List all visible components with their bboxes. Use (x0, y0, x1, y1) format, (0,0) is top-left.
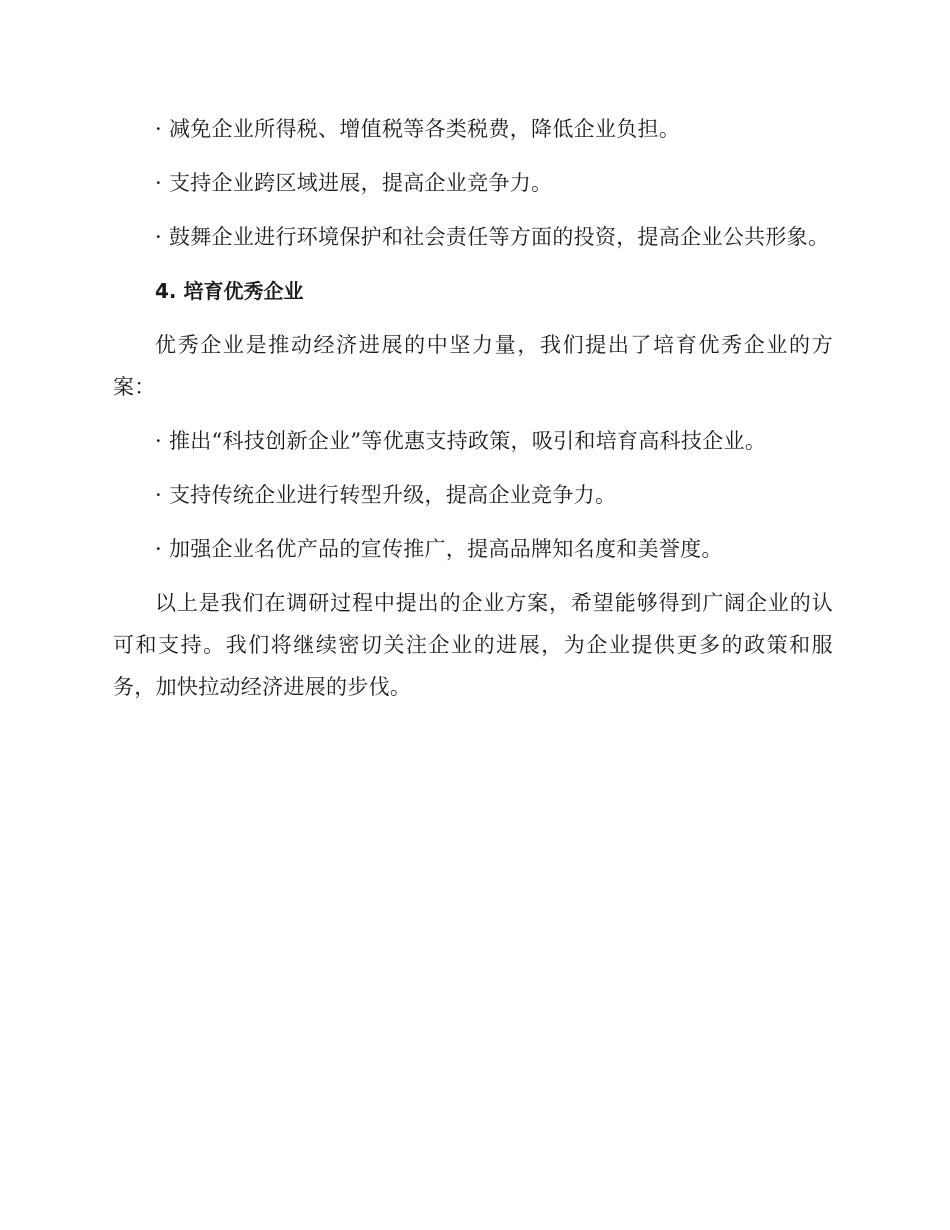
section-heading: 4. 培育优秀企业 (155, 279, 304, 303)
bullet-tax-reduction: · 减免企业所得税、增值税等各类税费，降低企业负担。 (155, 117, 681, 141)
document-page (113, 108, 833, 720)
section-intro: 优秀企业是推动经济进展的中坚力量，我们提出了培育优秀企业的方案： (113, 333, 833, 399)
bullet-brand-promotion: · 加强企业名优产品的宣传推广，提高品牌知名度和美誉度。 (155, 537, 723, 561)
conclusion-paragraph: 以上是我们在调研过程中提出的企业方案，希望能够得到广阔企业的认可和支持。我们将继续密切关注企业的进展，为企业提供更多的政策和服务，加快拉动经济进展的步伐。 (113, 591, 833, 699)
bullet-cross-region: · 支持企业跨区域进展，提高企业竞争力。 (155, 171, 553, 195)
bullet-transformation: · 支持传统企业进行转型升级，提高企业竞争力。 (155, 483, 617, 507)
bullet-tech-innovation: · 推出“科技创新企业”等优惠支持政策，吸引和培育高科技企业。 (155, 429, 767, 453)
bullet-environment-investment: · 鼓舞企业进行环境保护和社会责任等方面的投资，提高企业公共形象。 (155, 225, 830, 249)
